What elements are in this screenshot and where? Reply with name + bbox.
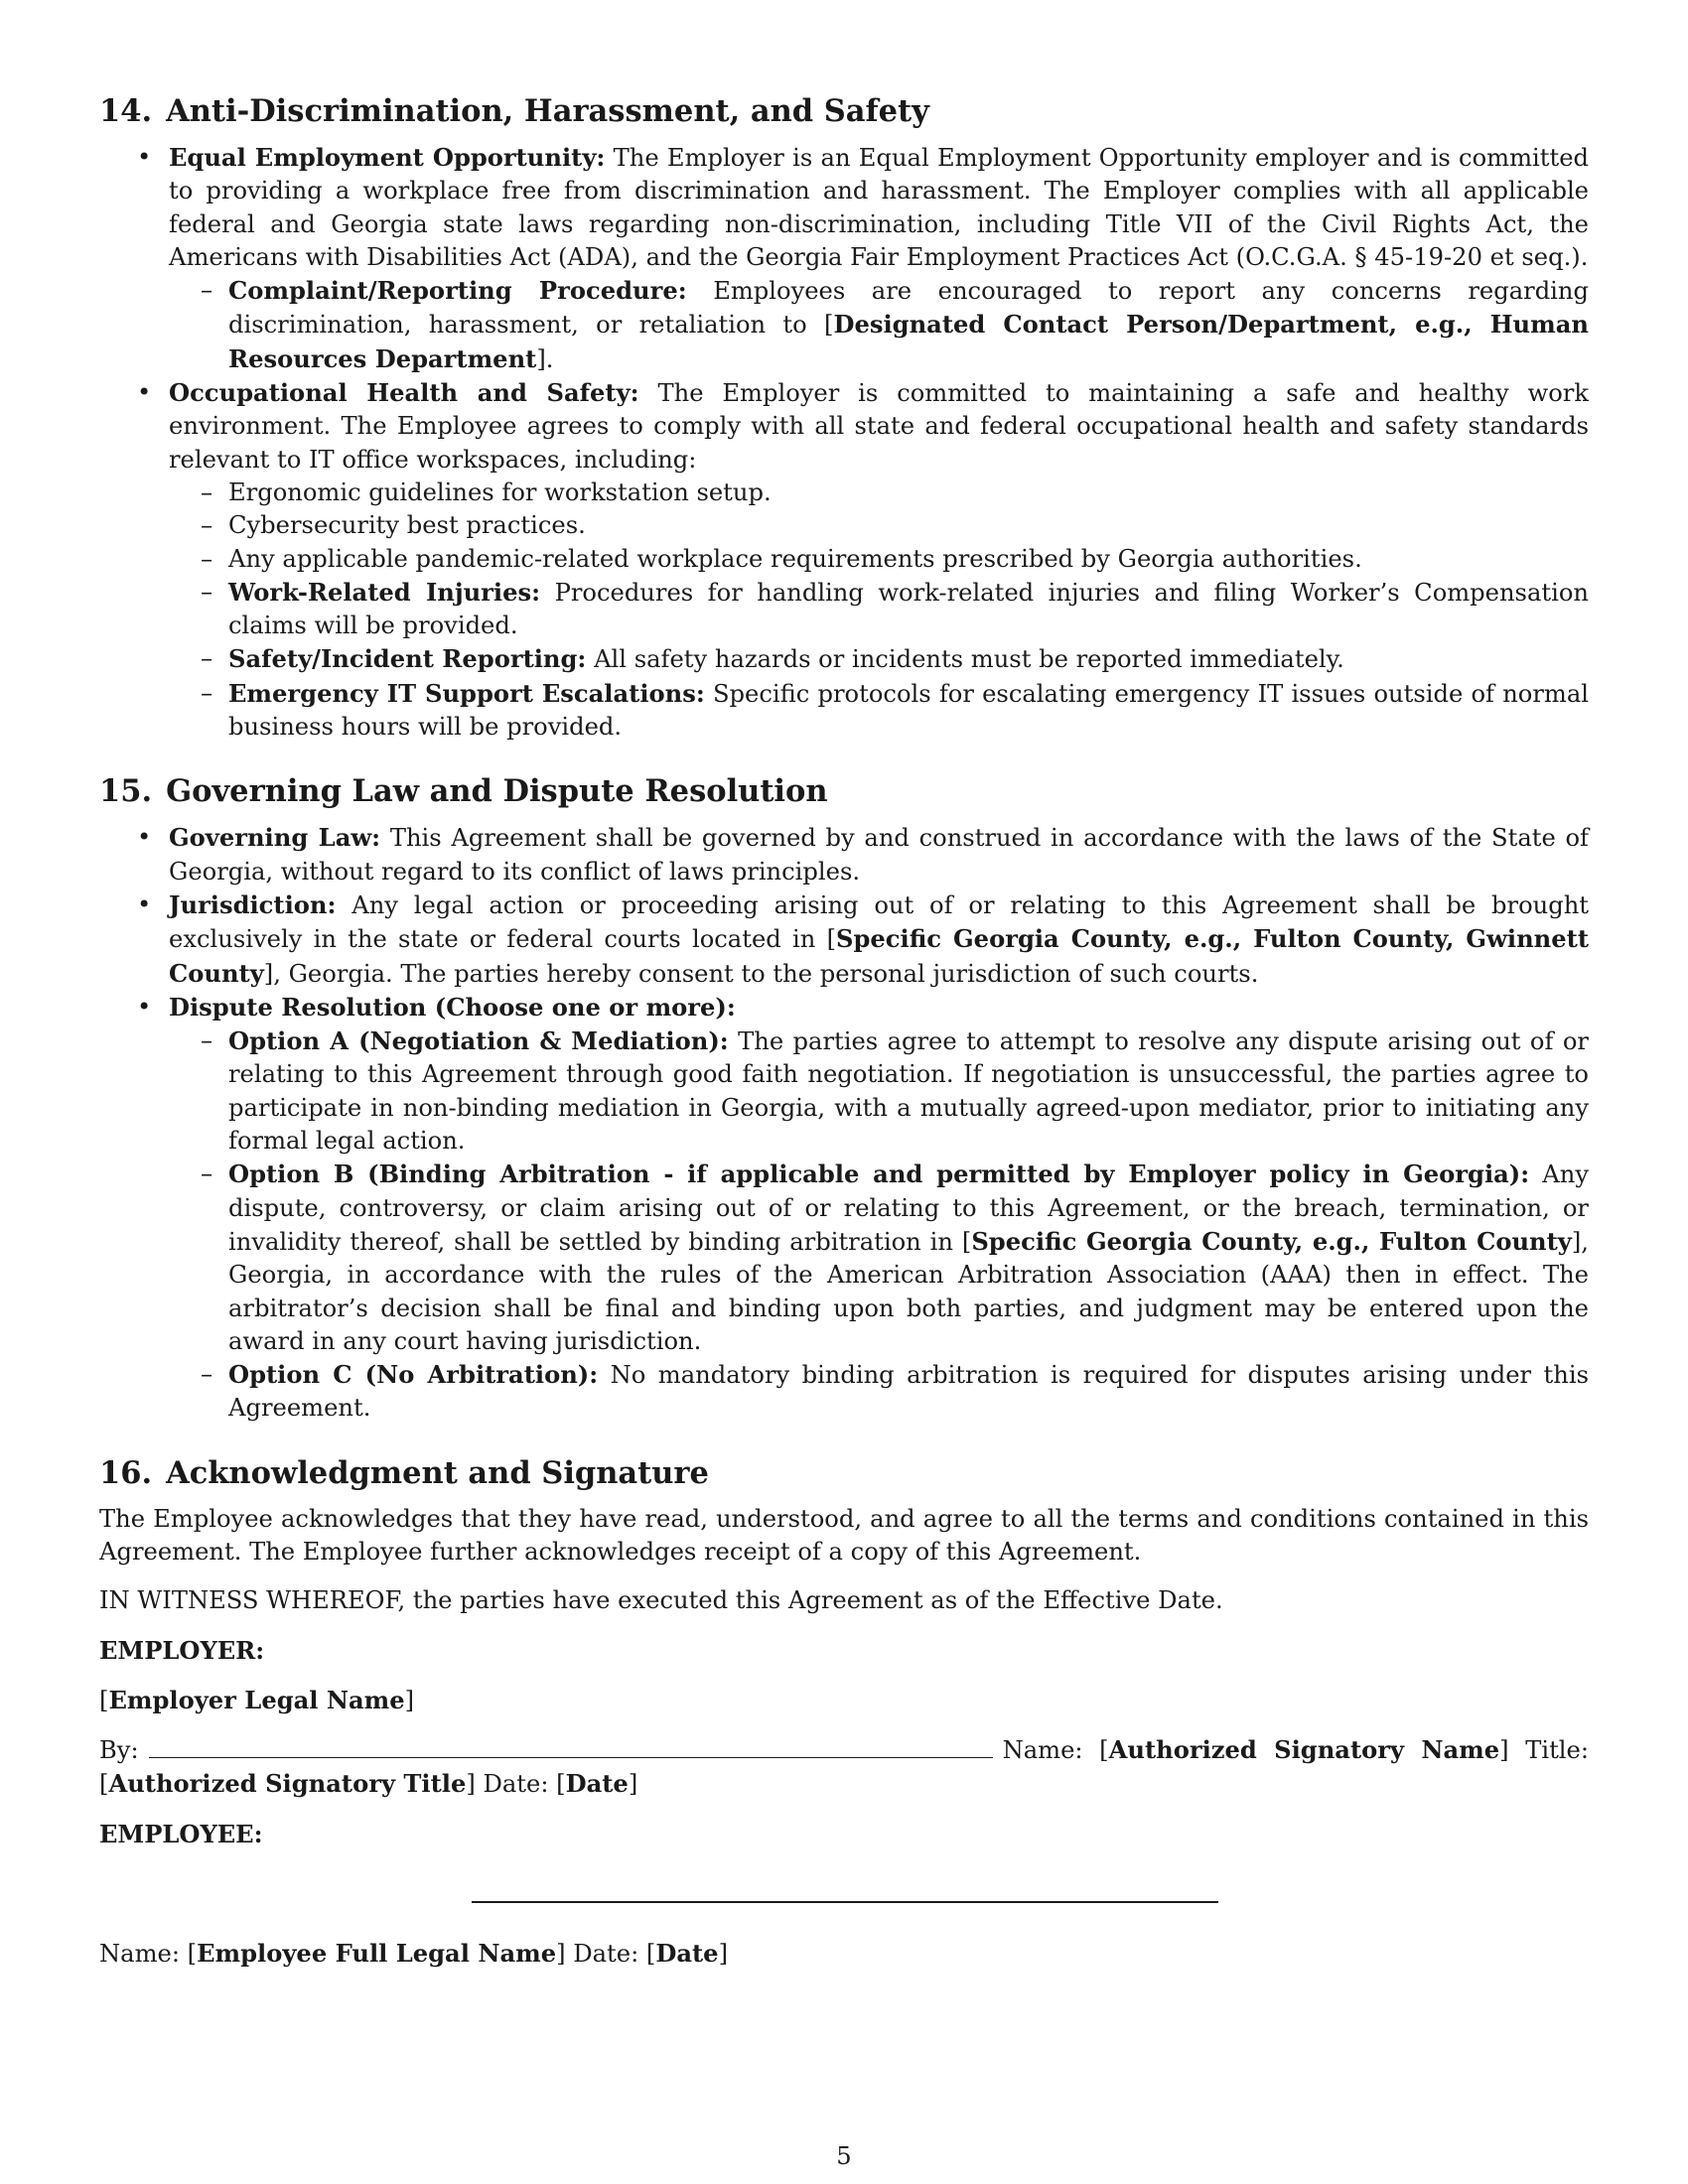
list-item: – Any applicable pandemic-related workplace requirements prescribed by Georgia authorities.: [169, 543, 1589, 576]
list-item-option-a: – Option A (Negotiation & Mediation): The parties agree to attempt to resolve any dispute arising out of or relating to this Agreement through good faith negotiation. If negotiation is unsuccessful, the parties agree to participate in non-binding mediation in Georgia, with a mutually agreed-upon mediator, prior to initiating any formal legal action.: [169, 1024, 1589, 1158]
employee-signature-block: Name: [Employee Full Legal Name] Date: [Date]: [99, 1939, 729, 1969]
section-heading: 14. Anti-Discrimination, Harassment, and Safety: [99, 93, 929, 129]
section-heading: 15. Governing Law and Dispute Resolution: [99, 773, 828, 810]
list-item: – Cybersecurity best practices.: [169, 509, 1589, 542]
list-item-eeo: • Equal Employment Opportunity: The Employer is an Equal Employment Opportunity employer and is committed to providing a workplace free from discrimination and harassment. The Employer complies with all applicable federal and Georgia state laws regarding non-discrimination, including Title VII of the Civil Rights Act, the Americans with Disabilities Act (ADA), and the Georgia Fair Employment Practices Act (O.C.G.A. § 45-19-20 et seq.). – Complaint/Reporting Procedure: Employees are encouraged to report any concerns regarding discrimination, harassment, or retaliation to [Designated Contact Person/Department, e.g., Human Resources Department].: [99, 141, 1589, 376]
list-item-option-c: – Option C (No Arbitration): No mandatory binding arbitration is required for disputes arising under this Agreement.: [169, 1358, 1589, 1426]
employer-heading: EMPLOYER:: [99, 1635, 265, 1665]
list-item: – Ergonomic guidelines for workstation setup.: [169, 477, 1589, 509]
list-item-dispute: • Dispute Resolution (Choose one or more): – Option A (Negotiation & Mediation): The parties agree to attempt to resolve any dispute arising out of or relating to this Agreement through good faith negotiation. If negotiation is unsuccessful, the parties agree to participate in non-binding mediation in Georgia, with a mutually agreed-upon mediator, prior to initiating any formal legal action. – Option B (Binding Arbitration - if applicable and permitted by Employer policy in Georgia): Any dispute, controversy, or claim arising out of or relating to this Agreement, or the breach, termination, or invalidity thereof, shall be settled by binding arbitration in [Specific Georgia County, e.g., Fulton County], Georgia, in accordance with the rules of the American Arbitration Association (AAA) then in effect. The arbitrator’s decision shall be final and binding upon both parties, and judgment may be entered upon the award in any court having jurisdiction. – Option C (No Arbitration): No mandatory binding arbitration is required for disputes arising under this Agreement.: [99, 991, 1589, 1426]
sub-list: [169, 477, 1589, 744]
employer-signature-block: By: Name: [Authorized Signatory Name] Title: [Authorized Signatory Title] Date: [Date]: [99, 1735, 1589, 1799]
section-16: [99, 1453, 1589, 1972]
list-item-governing-law: • Governing Law: This Agreement shall be governed by and construed in accordance with the laws of the State of Georgia, without regard to its conflict of laws principles.: [99, 821, 1589, 888]
list-item-safety: – Safety/Incident Reporting: All safety hazards or incidents must be reported immediately.: [169, 642, 1589, 676]
employer-name: [Employer Legal Name]: [99, 1685, 415, 1714]
list-item-complaint: – Complaint/Reporting Procedure: Employees are encouraged to report any concerns regarding discrimination, harassment, or retaliation to [Designated Contact Person/Department, e.g., Human Resources Department].: [169, 274, 1589, 376]
list-item-option-b: – Option B (Binding Arbitration - if applicable and permitted by Employer policy in Georgia): Any dispute, controversy, or claim arising out of or relating to this Agreement, or the breach, termination, or invalidity thereof, shall be settled by binding arbitration in [Specific Georgia County, e.g., Fulton County], Georgia, in accordance with the rules of the American Arbitration Association (AAA) then in effect. The arbitrator’s decision shall be final and binding upon both parties, and judgment may be entered upon the award in any court having jurisdiction.: [169, 1158, 1589, 1358]
sub-list: [169, 274, 1589, 376]
list-item-escalation: – Emergency IT Support Escalations: Specific protocols for escalating emergency IT issues outside of normal business hours will be provided.: [169, 677, 1589, 745]
page-number: 5: [836, 2142, 852, 2170]
section-14: [99, 91, 1589, 744]
bullet-list: [99, 821, 1589, 1425]
witness-text: IN WITNESS WHEREOF, the parties have executed this Agreement as of the Effective Date.: [99, 1586, 1223, 1615]
employer-signature-line[interactable]: [149, 1733, 993, 1758]
list-item-ohs: • Occupational Health and Safety: The Employer is committed to maintaining a safe and healthy work environment. The Employee agrees to comply with all state and federal occupational health and safety standards relevant to IT office workspaces, including: – Ergonomic guidelines for workstation setup. – Cybersecurity best practices. – Any applicable pandemic-related workplace requirements prescribed by Georgia authorities. – Work-Related Injuries: Procedures for handling work-related injuries and filing Worker’s Compensation claims will be provided. – Safety/Incident Reporting: All safety hazards or incidents must be reported immediately. – Emergency IT Support Escalations: Specific protocols for escalating emergency IT issues outside of normal business hours will be provided.: [99, 376, 1589, 744]
list-item-jurisdiction: • Jurisdiction: Any legal action or proceeding arising out of or relating to this Agreement shall be brought exclusively in the state or federal courts located in [Specific Georgia County, e.g., Fulton County, Gwinnett County], Georgia. The parties hereby consent to the personal jurisdiction of such courts.: [99, 888, 1589, 991]
employee-heading: EMPLOYEE:: [99, 1819, 263, 1848]
sub-list: [169, 1024, 1589, 1426]
bullet-list: [99, 141, 1589, 744]
employee-signature-line[interactable]: [472, 1901, 1218, 1903]
section-15: [99, 771, 1589, 1425]
section-heading: 16. Acknowledgment and Signature: [99, 1454, 709, 1491]
list-item-injuries: – Work-Related Injuries: Procedures for handling work-related injuries and filing Worker’s Compensation claims will be provided.: [169, 576, 1589, 643]
document-page: [99, 91, 1589, 1971]
acknowledgment-text: The Employee acknowledges that they have read, understood, and agree to all the terms and conditions contained in this Agreement. The Employee further acknowledges receipt of a copy of this Agreement.: [99, 1504, 1589, 1566]
